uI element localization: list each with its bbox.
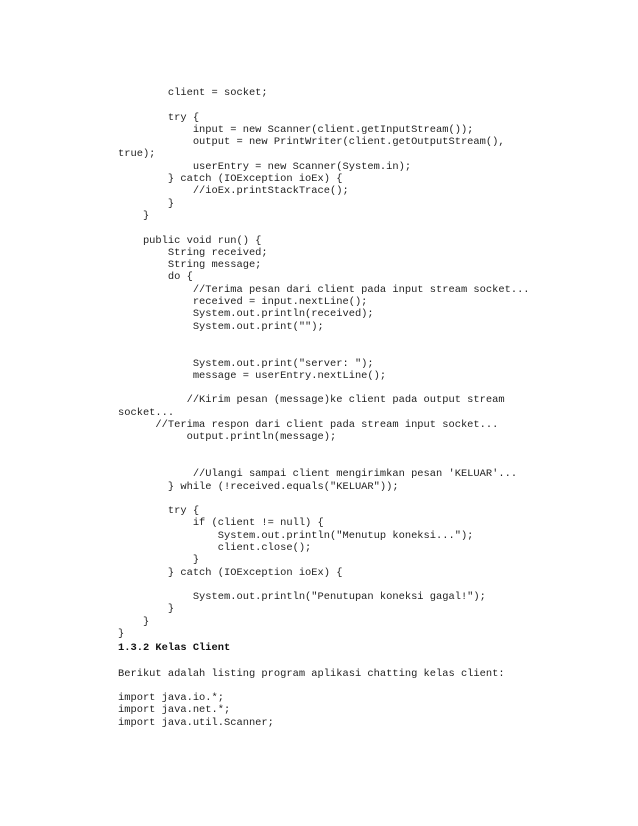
import-line: import java.io.*;: [118, 692, 225, 704]
code-line: socket...: [118, 406, 175, 419]
code-line: //Kirim pesan (message)ke client pada output stream: [118, 394, 505, 407]
code-line: }: [118, 603, 175, 616]
code-line: [118, 456, 530, 468]
code-line: }: [118, 554, 200, 567]
server-code-listing: [118, 87, 530, 640]
code-line: if (client != null) {: [118, 517, 324, 530]
code-line: try {: [118, 111, 200, 124]
code-line: received = input.nextLine();: [118, 296, 368, 309]
code-line: userEntry = new Scanner(System.in);: [118, 160, 412, 173]
code-line: //Terima pesan dari client pada input stream socket...: [118, 283, 530, 296]
code-line: try {: [118, 505, 200, 518]
code-line: [118, 444, 530, 456]
code-line: [118, 493, 530, 505]
client-imports-listing: [118, 692, 274, 729]
code-line: System.out.println("Menutup koneksi...");: [118, 529, 474, 542]
code-line: true);: [118, 148, 156, 161]
import-line: import java.net.*;: [118, 704, 231, 717]
code-line: [118, 382, 530, 394]
code-line: }: [118, 615, 150, 628]
code-line: //Terima respon dari client pada stream input socket...: [118, 419, 499, 432]
code-line: System.out.println(received);: [118, 308, 374, 321]
code-line: String received;: [118, 246, 268, 259]
code-line: [118, 222, 530, 234]
code-line: output.println(message);: [118, 431, 337, 444]
code-line: }: [118, 209, 150, 222]
code-line: public void run() {: [118, 234, 262, 247]
code-line: input = new Scanner(client.getInputStream());: [118, 123, 474, 136]
section-intro-text: Berikut adalah listing program aplikasi chatting kelas client:: [118, 668, 505, 680]
code-line: [118, 333, 530, 345]
code-line: [118, 99, 530, 111]
code-line: [118, 345, 530, 357]
code-line: System.out.print("server: ");: [118, 357, 374, 370]
section-heading: 1.3.2 Kelas Client: [118, 642, 231, 654]
code-line: message = userEntry.nextLine();: [118, 369, 387, 382]
code-line: } while (!received.equals("KELUAR"));: [118, 480, 399, 493]
import-line: import java.util.Scanner;: [118, 716, 274, 729]
code-line: client = socket;: [118, 87, 268, 99]
code-line: output = new PrintWriter(client.getOutputStream(),: [118, 136, 505, 149]
code-line: do {: [118, 271, 193, 284]
code-line: System.out.println("Penutupan koneksi gagal!");: [118, 591, 486, 604]
code-line: //ioEx.printStackTrace();: [118, 185, 349, 198]
code-line: } catch (IOException ioEx) {: [118, 173, 343, 186]
code-line: System.out.print("");: [118, 320, 324, 333]
code-line: }: [118, 628, 125, 641]
code-line: }: [118, 197, 175, 210]
code-line: client.close();: [118, 541, 312, 554]
code-line: [118, 579, 530, 591]
code-line: //Ulangi sampai client mengirimkan pesan 'KELUAR'...: [118, 468, 518, 481]
code-line: } catch (IOException ioEx) {: [118, 566, 343, 579]
code-line: String message;: [118, 259, 262, 272]
